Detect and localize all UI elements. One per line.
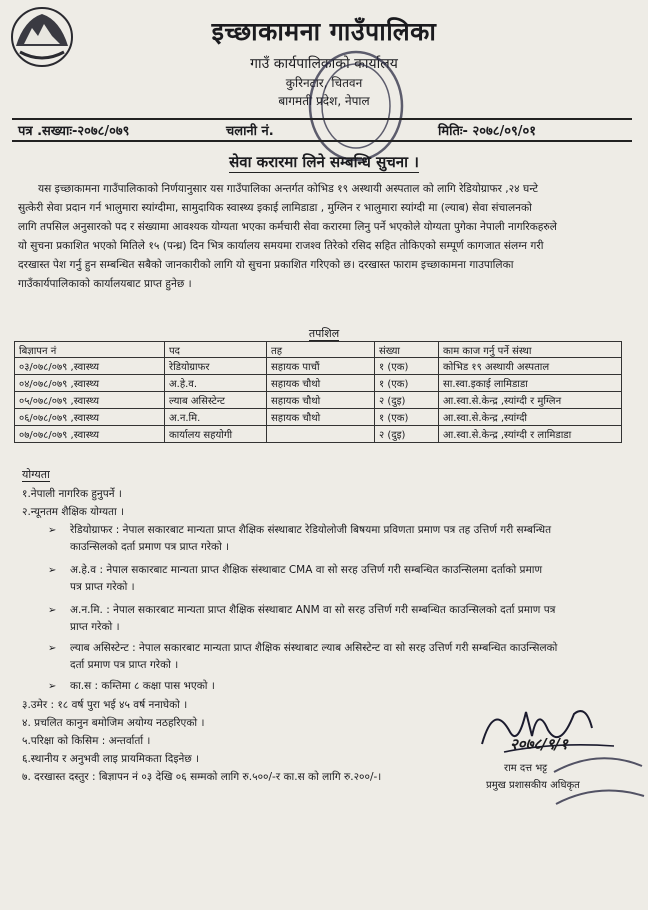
body-line: यो सुचना प्रकाशित भएको मितिले १५ (पन्ध्र) दिन भित्र कार्यालय समयमा राजश्व तिरेको रसिद सहित तोकिएको सम्पूर्ण कागजात संलग्न गरी: [18, 240, 544, 252]
office-name: गाउँ कार्यपालिकाको कार्यालय: [250, 56, 398, 72]
table-cell: सहायक चौथो: [267, 392, 375, 409]
body-line: सुत्केरी सेवा प्रदान गर्न भालुमारा स्यांग्दीमा, सामुदायिक स्वास्थ्य इकाई लामिडाडा , मुग्लिन र भालुमारा स्यांग्दी मा (ल्याब) सेवा संचालनको: [18, 202, 532, 214]
signatory-name: राम दत्त भट्ट: [504, 763, 548, 774]
body-line: लागि तपसिल अनुसारको पद र संख्यामा आवश्यक योग्यता भएका कर्मचारी सेवा करारमा लिनु पर्ने भएकोले योग्यता पुगेका नेपाली नागरिकहरुले: [18, 221, 557, 233]
body-line: गाउँकार्यपालिकाको कार्यालयबाट प्राप्त हुनेछ ।: [18, 278, 192, 290]
qualification-line: ६.स्थानीय र अनुभवी लाइ प्रायमिकता दिइनेछ ।: [22, 753, 200, 765]
bullet-text: अ.हे.व : नेपाल सकारबाट मान्यता प्राप्त शैक्षिक संस्थाबाट CMA वा सो सरह उत्तिर्ण गरी सम्बन्धित काउन्सिलमा दर्ताको प्रमाण: [70, 564, 543, 576]
reference-bar: [12, 118, 632, 142]
arrow-bullet-icon: ➢: [48, 565, 57, 576]
table-cell: आ.स्वा.से.केन्द्र ,स्यांग्दी: [439, 409, 622, 426]
qualification-line: २.न्यूनतम शैक्षिक योग्यता ।: [22, 506, 125, 518]
column-header: बिज्ञापन नं: [15, 342, 165, 358]
qualification-line: ७. दरखास्त दस्तुर : बिज्ञापन नं ०३ देखि ०६ सम्मको लागि रु.५००/-र का.स को लागि रु.२००/-।: [22, 771, 382, 783]
table-cell: २ (दुइ): [375, 426, 439, 443]
signature-date: २०७८/९/१: [510, 735, 568, 753]
bullet-text: प्राप्त गरेको ।: [70, 621, 120, 633]
table-cell: अ.हे.व.: [165, 375, 267, 392]
body-line: दरखास्त पेश गर्नु हुन सम्बन्धित सबैको जानकारीको लागि यो सुचना प्रकाशित गरिएको छ। दरखास्त फाराम इच्छाकामना गाउपालिका: [18, 259, 514, 271]
column-header: काम काज गर्नु पर्ने संस्था: [439, 342, 622, 358]
letter-number: पत्र .सख्याः-२०७८/०७९: [18, 124, 130, 139]
bullet-text: काउन्सिलको दर्ता प्रमाण पत्र प्राप्त गरेको ।: [70, 541, 230, 553]
table-cell: ०४/०७८/०७९ ,स्वास्थ्य: [15, 375, 165, 392]
qualification-line: ५.परिक्षा को किसिम : अन्तर्वार्ता ।: [22, 735, 151, 747]
table-cell: कोभिड १९ अस्थायी अस्पताल: [439, 358, 622, 375]
table-cell: ०६/०७८/०७९ ,स्वास्थ्य: [15, 409, 165, 426]
table-caption: तपशिल: [308, 327, 340, 340]
table-cell: सा.स्वा.इकाई लामिडाडा: [439, 375, 622, 392]
qualification-bullet: [48, 602, 636, 636]
arrow-bullet-icon: ➢: [48, 643, 57, 654]
qualification-line: १.नेपाली नागरिक हुनुपर्ने ।: [22, 488, 122, 500]
arrow-bullet-icon: ➢: [48, 605, 57, 616]
qualification-bullet: [48, 562, 636, 596]
table-cell: ल्याब असिस्टेन्ट: [165, 392, 267, 409]
notice-title: सेवा करारमा लिने सम्बन्धि सुचना ।: [229, 153, 419, 171]
table-cell: १ (एक): [375, 409, 439, 426]
municipality-title: इच्छाकामना गाउँपालिका: [211, 17, 437, 46]
table-row: [15, 426, 622, 443]
qualification-bullet: [48, 522, 636, 556]
column-header: पद: [165, 342, 267, 358]
table-cell: ०७/०७८/०७९ ,स्वास्थ्य: [15, 426, 165, 443]
column-header: संख्या: [375, 342, 439, 358]
table-cell: रेडियोग्राफर: [165, 358, 267, 375]
table-cell: आ.स्वा.से.केन्द्र ,स्यांग्दी र मुग्लिन: [439, 392, 622, 409]
qualification-line: ४. प्रचलित कानुन बमोजिम अयोग्य नठहरिएको ।: [22, 717, 205, 729]
table-cell: २ (दुइ): [375, 392, 439, 409]
office-place: कुरिनटार, चितवन: [285, 76, 363, 90]
bullet-text: अ.न.मि. : नेपाल सकारबाट मान्यता प्राप्त शैक्षिक संस्थाबाट ANM वा सो सरह उत्तिर्ण गरी सम्बन्धित काउन्सिलको दर्ता प्रमाण पत्र: [70, 604, 556, 616]
bullet-text: पत्र प्राप्त गरेको ।: [70, 581, 135, 593]
qualification-heading: योग्यता: [22, 468, 50, 481]
table-cell: सहायक चौथो: [267, 409, 375, 426]
arrow-bullet-icon: ➢: [48, 681, 57, 692]
bullet-text: दर्ता प्रमाण पत्र प्राप्त गरेको ।: [70, 659, 179, 671]
table-row: [15, 409, 622, 426]
table-row: [15, 392, 622, 409]
officer-seal-icon: [548, 742, 648, 826]
dispatch-number: चलानी नं.: [226, 124, 274, 139]
table-cell: १ (एक): [375, 358, 439, 375]
office-province: बागमती प्रदेश, नेपाल: [278, 94, 370, 108]
bullet-text: रेडियोग्राफर : नेपाल सकारबाट मान्यता प्राप्त शैक्षिक संस्थाबाट रेडियोलोजी बिषयमा प्रविणता प्रमाण पत्र तह उत्तिर्ण गरी सम्बन्धित: [70, 524, 552, 536]
signatory-title: प्रमुख प्रशासकीय अधिकृत: [486, 780, 580, 791]
table-header-row: [15, 342, 622, 358]
vacancy-table: [14, 341, 622, 443]
table-cell: १ (एक): [375, 375, 439, 392]
table-cell: ०५/०७८/०७९ ,स्वास्थ्य: [15, 392, 165, 409]
table-row: [15, 358, 622, 375]
table-cell: [267, 426, 375, 443]
notice-body: [18, 180, 632, 294]
body-line: यस इच्छाकामना गाउँपालिकाको निर्णयानुसार यस गाउँपालिका अन्तर्गत कोभिड १९ अस्थायी अस्पताल को लागि रेडियोग्राफर ,२४ घन्टे: [38, 183, 538, 195]
table-cell: सहायक चौथो: [267, 375, 375, 392]
column-header: तह: [267, 342, 375, 358]
bullet-text: ल्याब असिस्टेन्ट : नेपाल सकारबाट मान्यता प्राप्त शैक्षिक संस्थाबाट ल्याब असिस्टेन्ट वा सो सरह उत्तिर्ण गरी सम्बन्धित काउन्सिलको: [70, 642, 558, 654]
table-row: [15, 375, 622, 392]
bullet-text: का.स : कम्तिमा ८ कक्षा पास भएको ।: [70, 680, 215, 692]
table-cell: सहायक पाचौं: [267, 358, 375, 375]
table-cell: अ.न.मि.: [165, 409, 267, 426]
qualification-bullet: [48, 640, 636, 674]
table-cell: ०३/०७८/०७९ ,स्वास्थ्य: [15, 358, 165, 375]
table-cell: कार्यालय सहयोगी: [165, 426, 267, 443]
table-cell: आ.स्वा.से.केन्द्र ,स्यांग्दी र लामिडाडा: [439, 426, 622, 443]
letter-date: मितिः- २०७८/०९/०१: [438, 124, 537, 139]
arrow-bullet-icon: ➢: [48, 525, 57, 536]
office-stamp-icon: [306, 46, 406, 164]
qualification-line: ३.उमेर : १८ वर्ष पुरा भई ४५ वर्ष ननाघेको ।: [22, 699, 188, 711]
